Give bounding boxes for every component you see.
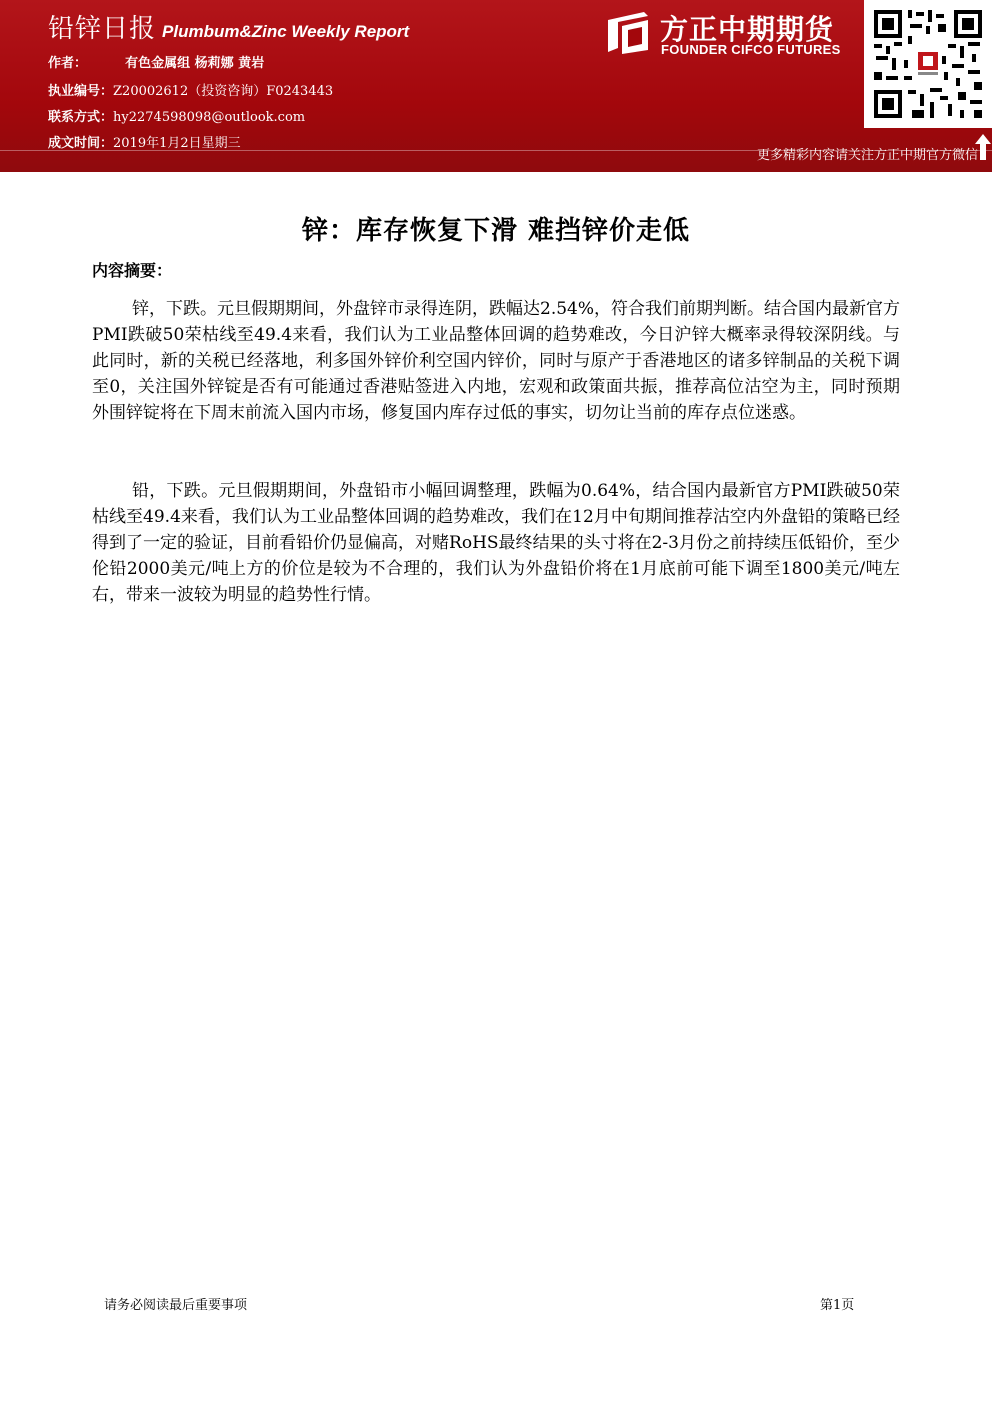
company-logo — [604, 8, 860, 58]
report-header-banner — [0, 0, 992, 172]
qr-code-icon — [864, 0, 992, 128]
arrow-up-icon — [974, 132, 992, 162]
date-value: 2019年1月2日星期三 — [113, 136, 241, 151]
author-row — [48, 52, 264, 71]
article-title: 锌：库存恢复下滑 难挡锌价走低 — [301, 216, 691, 246]
author-value: 有色金属组 杨莉娜 黄岩 — [125, 56, 265, 71]
wechat-follow-note: 更多精彩内容请关注方正中期官方微信 — [756, 148, 978, 163]
paragraph-lead: 铅，下跌。元旦假期期间，外盘铅市小幅回调整理，跌幅为0.64%，结合国内最新官方PMI跌破50荣枯线至49.4来看，我们认为工业品整体回调的趋势难改，我们在12月中旬期间推荐沽空内外盘铅的策略已经得到了一定的验证，目前看铅价仍显偏高，对赌RoHS最终结果的头寸将在2-3月份之前持续压低铅价，至少伦铅2000美元/吨上方的价位是较为不合理的，我们认为外盘铅价将在1月底前可能下调至1800美元/吨左右，带来一波较为明显的趋势性行情。 — [92, 481, 900, 605]
license-label: 执业编号： — [48, 84, 114, 99]
contact-label: 联系方式： — [48, 110, 114, 125]
report-name-en: Plumbum&Zinc Weekly Report — [162, 22, 410, 41]
date-row — [48, 132, 241, 151]
company-logo-cn: 方正中期期货 — [660, 13, 835, 46]
author-label: 作者： — [48, 56, 88, 71]
company-logo-en: FOUNDER CIFCO FUTURES — [661, 42, 841, 57]
contact-row — [48, 106, 305, 125]
abstract-label: 内容摘要： — [92, 261, 173, 280]
date-label: 成文时间： — [48, 136, 114, 151]
license-value: Z20002612（投资咨询）F0243443 — [113, 84, 334, 99]
report-name — [48, 8, 409, 45]
page-number: 第1页 — [820, 1298, 855, 1313]
wechat-qr-code — [864, 0, 992, 128]
report-name-cn: 铅锌日报 — [48, 14, 157, 44]
paragraph-zinc: 锌，下跌。元旦假期期间，外盘锌市录得连阴，跌幅达2.54%，符合我们前期判断。结合国内最新官方PMI跌破50荣枯线至49.4来看，我们认为工业品整体回调的趋势难改，今日沪锌大概率录得较深阴线。与此同时，新的关税已经落地，利多国外锌价利空国内锌价，同时与原产于香港地区的诸多锌制品的关税下调至0，关注国外锌锭是否有可能通过香港贴签进入内地，宏观和政策面共振，推荐高位沽空为主，同时预期外围锌锭将在下周末前流入国内市场，修复国内库存过低的事实，切勿让当前的库存点位迷惑。 — [92, 299, 901, 423]
license-row — [48, 80, 333, 99]
footer-notice: 请务必阅读最后重要事项 — [104, 1298, 248, 1313]
contact-value: hy2274598098@outlook.com — [113, 110, 306, 125]
company-logo-mark-icon — [604, 8, 652, 56]
